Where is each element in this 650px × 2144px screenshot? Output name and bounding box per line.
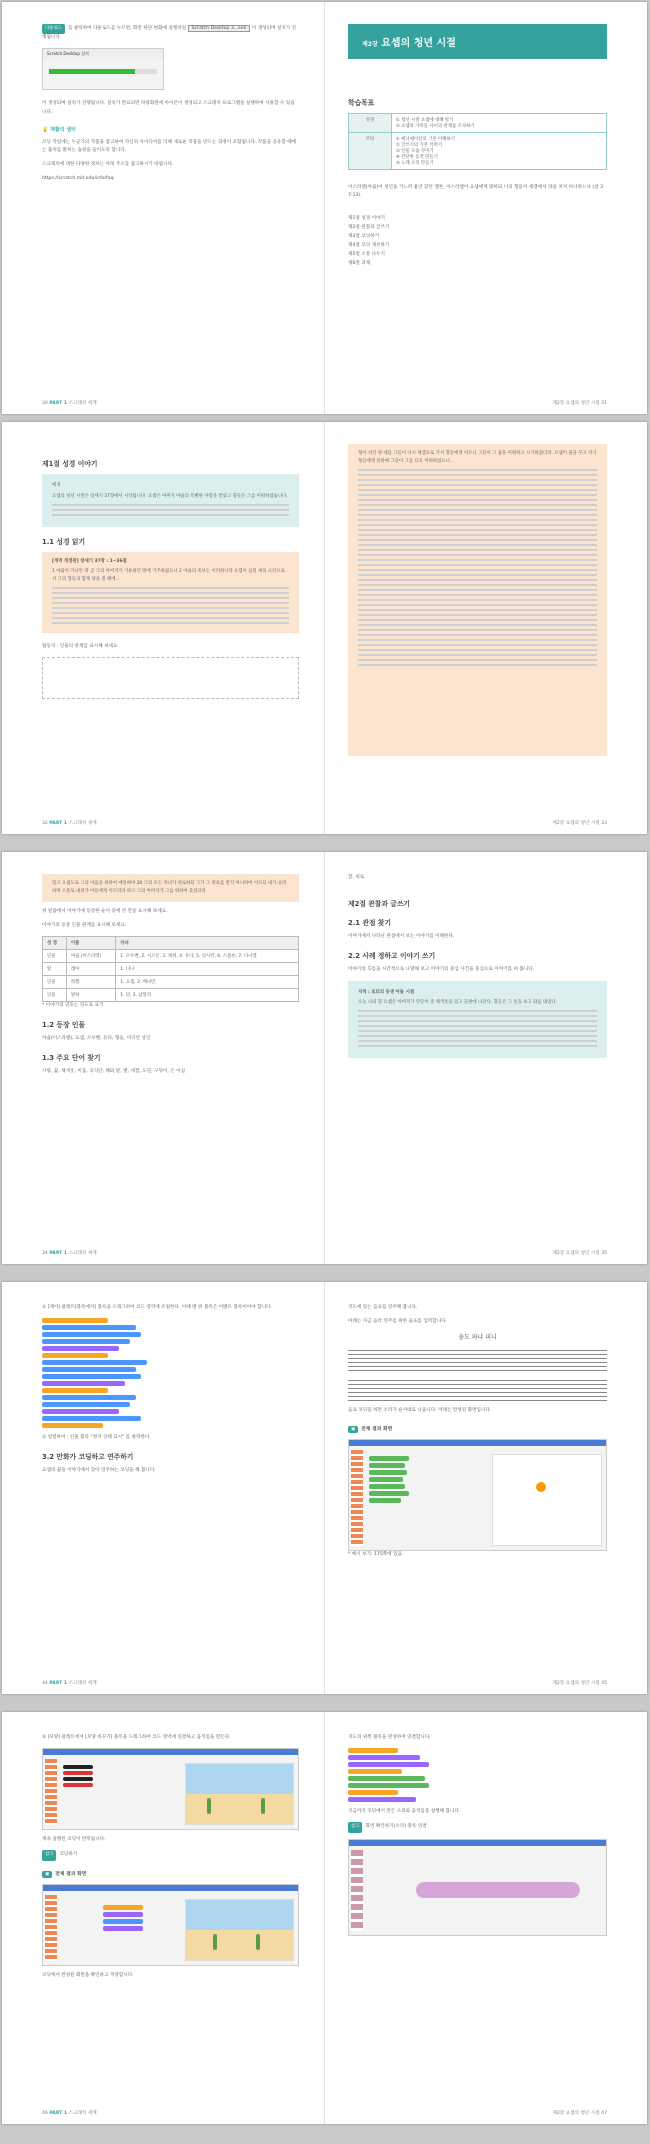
sound-list	[351, 1850, 363, 1931]
relation-diagram	[42, 657, 299, 699]
sub-text: 사랑, 꿈, 채색옷, 미움, 곡식단, 해와 달, 별, 세겜, 도단, 구덩이, 은 이십	[42, 1069, 186, 1075]
costume-list	[63, 1763, 93, 1789]
page-34	[2, 852, 323, 1264]
sub-text: 이야기의 흐름을 시간적으로 나열해 보고 이야기의 중심 사건을 중심으로 이야기를 써 봅니다.	[348, 967, 535, 973]
section-text: 요셉의 꿈을 이야기에서 찾아 연주하는 코딩을 해 봅니다.	[42, 1468, 156, 1474]
goals-table: 성경 ① 청년 시절 요셉에 대해 알기 ② 요셉과 가족들 사이의 관계를 조사하기 코딩 ① 애니메이션의 기본 이해하기 ② 글쓰기의 기본 익히기 ③ 인물 모습 꾸미기 ④ 간단한 동작 만들기 ⑤ 노래 소리 만들기	[348, 113, 607, 170]
music-sheet	[348, 1332, 607, 1401]
footer-right: 제2장 요셉의 청년 시절 31	[552, 401, 607, 406]
sound-editor-screenshot	[348, 1839, 607, 1936]
section-title: 제1절 성경 이야기	[42, 460, 98, 468]
para-1: 이 생성되며 설치가 진행됩니다. 설치가 완료되면 바탕화면에 아이콘이 생성되고 스크래치 프로그램을 실행하여 사용할 수 있습니다.	[42, 101, 295, 115]
footer-left: 30 PART 1 스크래치 세계	[42, 401, 97, 406]
intro: 지도에 있는 음표를 연주해 봅니다.	[348, 1305, 418, 1310]
text-1: 계속 실행된 코딩이 반복됩니다.	[42, 1837, 106, 1843]
music-staff	[348, 1377, 607, 1401]
block-palette	[45, 1895, 57, 1961]
footer-right: 제2장 요셉의 청년 시절 35	[552, 1251, 607, 1256]
code-area	[103, 1903, 143, 1933]
figure-label: ▣ 전체 결과 화면	[42, 1870, 299, 1878]
top-text: 할, 위로	[348, 875, 365, 880]
table-caption: 이야기의 등장 인물 관계를 표시해 보세요.	[42, 922, 127, 928]
sub-text: 이야기에서 나타난 관점에서 보는 이야기를 이해한다.	[348, 934, 455, 940]
sub-title: 2.1 관점 찾기	[348, 919, 392, 928]
block-palette	[45, 1759, 57, 1825]
spread-4	[2, 1282, 647, 1694]
after-text: 음표 코딩을 하면 소리가 순서대로 나옵니다. 아래는 완성된 화면입니다.	[348, 1408, 492, 1414]
question: 위 말씀에서 이야기에 등장한 순서 중에 빈 칸을 표시해 보세요.	[42, 908, 168, 914]
sub-title: 2.2 사례 정하고 이야기 쓰기	[348, 952, 436, 961]
figure-icon: ▣	[348, 1426, 358, 1433]
page-31	[326, 2, 647, 414]
instruction: ① [제어] 팔레트[블록에서] 블록을 드래그하여 코드 영역에 조립한다. 이때 맨 위 블록은 이벤트 블록이어야 합니다.	[42, 1305, 272, 1310]
page-30	[2, 2, 323, 414]
tag-line: 참고 화면 확인하기(소리) 블록 연결	[348, 1822, 607, 1832]
figure-icon: ▣	[42, 1871, 52, 1878]
download-button[interactable]: Scratch Desktop 3...exe	[188, 25, 251, 32]
block-palette	[351, 1450, 363, 1546]
reading-continued: 형이 치던 양 떼를 그들이 다시 세겜으로 가서 형들에게 이르니 그들이 그 꿈을 미워하고 시기하였더라. 요셉이 꿈을 꾸고 자기 형들에게 말하매 그들이 그를 더욱 미워하였으니...	[348, 444, 607, 756]
reading-box: [개역 개정판] 창세기 37장 : 1~36절 1 야곱이 가나안 땅 곧 그의 아버지가 거류하던 땅에 거주하였으니 2 야곱의 족보는 이러하니라 요셉이 십칠 세의 소년으로서 그의 형들과 함께 양을 칠 때에...	[42, 552, 299, 633]
spread-2	[2, 422, 647, 834]
scratch-screenshot	[42, 1884, 299, 1966]
stage	[185, 1899, 294, 1961]
install-progress	[49, 69, 157, 74]
sub-text: 야곱(이스라엘), 요셉, 르우벤, 유다, 형들, 미디안 상인	[42, 1036, 151, 1042]
sub-title: 1.3 주요 단어 찾기	[42, 1054, 101, 1063]
tag-line: 참고 코딩하기	[42, 1850, 299, 1860]
download-instruction: 다운로드 를 클릭하여 다운로드를 누르면, 화면 하단 변화에 실행파일 Scratch Desktop 3...exe 이 생성되며 설치가 진행됩니다.	[42, 26, 297, 41]
cat-sprite	[536, 1482, 546, 1492]
faq-link[interactable]: https://scratch.mit.edu/info/faq	[42, 176, 114, 182]
code-blocks	[42, 1318, 152, 1428]
code-area	[369, 1454, 409, 1505]
footer-left: 32 PART 1 스크래치 세계	[42, 821, 97, 826]
footer-left: 34 PART 1 스크래치 세계	[42, 1251, 97, 1256]
goals-title: 학습목표	[348, 99, 375, 107]
sub-title: 1.1 성경 읽기	[42, 537, 86, 546]
figure-caption: * 예시 보기: 175쪽에 있음.	[348, 1551, 404, 1557]
music-title: 솔도 파냐 피니	[458, 1334, 497, 1342]
text-2: 코딩에서 완성된 화면을 확인하고 저장합니다.	[42, 1972, 134, 1978]
step-tag: 다운로드	[42, 24, 65, 34]
footer-left: 44 PART 1 스크래치 세계	[42, 1681, 97, 1686]
section-title: 제2절 관찰과 글쓰기	[348, 900, 410, 909]
lightbulb-icon: 💡	[42, 126, 49, 133]
intro-verse: 이스라엘(야곱)이 청년을 거느려 흉년 갔던 엘론, 이스라엘이 요셉에게 말하되 너의 형들이 세겜에서 양을 치지 아니하느냐 (창 37:13).	[348, 185, 604, 199]
code-blocks	[348, 1748, 438, 1802]
dialog-title: Scratch Desktop 설치	[43, 49, 163, 59]
scratch-screenshot	[348, 1439, 607, 1551]
section-title: 3.2 만화가 코딩하고 연주하기	[42, 1453, 134, 1462]
exercise-label: 활동지 : 인물의 관계를 표시해 보세요	[42, 643, 118, 649]
page-35	[326, 852, 647, 1264]
characters-table: 성 경 이름 자녀 인물 야곱 (이스라엘) 1. 르우벤, 2. 시므온, 3. 레위, 4. 유다, 5. 잇사갈, 6. 스불론, 7. 다니엘 딸 레아 1. 디나 인물 라헬 1. 요셉, 2. 베냐민 인물 빌하 1. 단, 2. 납달리	[42, 936, 299, 1002]
page-32	[2, 422, 323, 834]
example-box: 지역 : 로티의 동생 아돌 시점 오늘 나의 형 요셉은 아버지가 만들어 준 채색옷을 입고 들판에 나갔다. 형들은 그 옷을 보고 화를 내었다.	[348, 981, 607, 1059]
sound-waveform	[416, 1882, 581, 1898]
stage	[492, 1454, 602, 1546]
caption: ① 일렬하여 : 인물 블록 "정지 상태 표시" 를 클릭한다.	[42, 1435, 151, 1441]
footer-right: 제2장 요셉의 청년 시절 33	[552, 821, 607, 826]
contents-list: 제1절 성경 이야기 제2절 관찰과 글쓰기 제3절 코딩하기 제4절 코딩 개선하기 제5절 소통 나누기 제6절 과제	[348, 216, 390, 267]
para-3: 스크래치에 대한 다양한 정보는 아래 주소를 참고하시기 바랍니다.	[42, 162, 174, 168]
tip-title: 💡 재활의 샘터	[42, 126, 76, 133]
background-box: 배경 요셉의 청년 시절은 창세기 37장에서 시작됩니다. 요셉은 아버지 야곱의 특별한 사랑을 받았고 형들은 그를 미워하였습니다.	[42, 474, 299, 527]
scratch-screenshot	[42, 1748, 299, 1830]
footer-right: 제2장 요셉의 청년 시절 45	[552, 1681, 607, 1686]
sub-title: 1.2 등장 인물	[42, 1021, 86, 1030]
reading-end: 있고 요셉도로 그의 마음을 위하여 애통하며 20 그의 모든 자녀가 위로하되 그가 그 위로를 받지 아니하여 이르되 내가 슬퍼하며 스올로 내려가 아들에게 이르리라 하고 그의 아버지가 그를 위하여 울었더라	[42, 874, 299, 902]
table-note: * 이야기의 연호는 연도로 표기	[42, 1003, 104, 1008]
spread-5	[2, 1712, 647, 2124]
chapter-header: 제2장 요셉의 청년 시절	[348, 24, 607, 59]
spread-3	[2, 852, 647, 1264]
footer-left: 46 PART 1 스크래치 세계	[42, 2111, 97, 2116]
stage	[185, 1763, 294, 1825]
page-44	[2, 1282, 323, 1694]
footer-right: 제2장 요셉의 청년 시절 47	[552, 2111, 607, 2116]
music-staff	[348, 1347, 607, 1371]
page-45	[326, 1282, 647, 1694]
page-47	[326, 1712, 647, 2124]
page-46	[2, 1712, 323, 2124]
para-2: 코딩 작업에는 누군가의 작품을 참고하여 자신의 아이디어를 더해 새로운 작품을 만드는 과정이 포함됩니다. 작품을 공유할 때에는 출처를 밝히는 습관을 들이도록 합니다.	[42, 139, 297, 154]
figure-label: ▣ 전체 결과 화면	[348, 1425, 607, 1433]
instruction: ③ [모양] 팔레트에서 [모양 바꾸기] 블록을 드래그하여 코드 영역에 연결하고 움직임을 만든다.	[42, 1735, 231, 1740]
spread-1	[2, 2, 647, 414]
sub: 아래는 지금 음악 연주를 위한 음표를 입력합니다.	[348, 1319, 447, 1325]
install-dialog	[42, 48, 164, 90]
page-33	[326, 422, 647, 834]
text: 지금까지 코딩에서 만든 소리와 움직임을 실행해 봅니다.	[348, 1809, 461, 1815]
intro: 지도의 위쪽 블록을 완성하여 연결합니다.	[348, 1735, 431, 1740]
